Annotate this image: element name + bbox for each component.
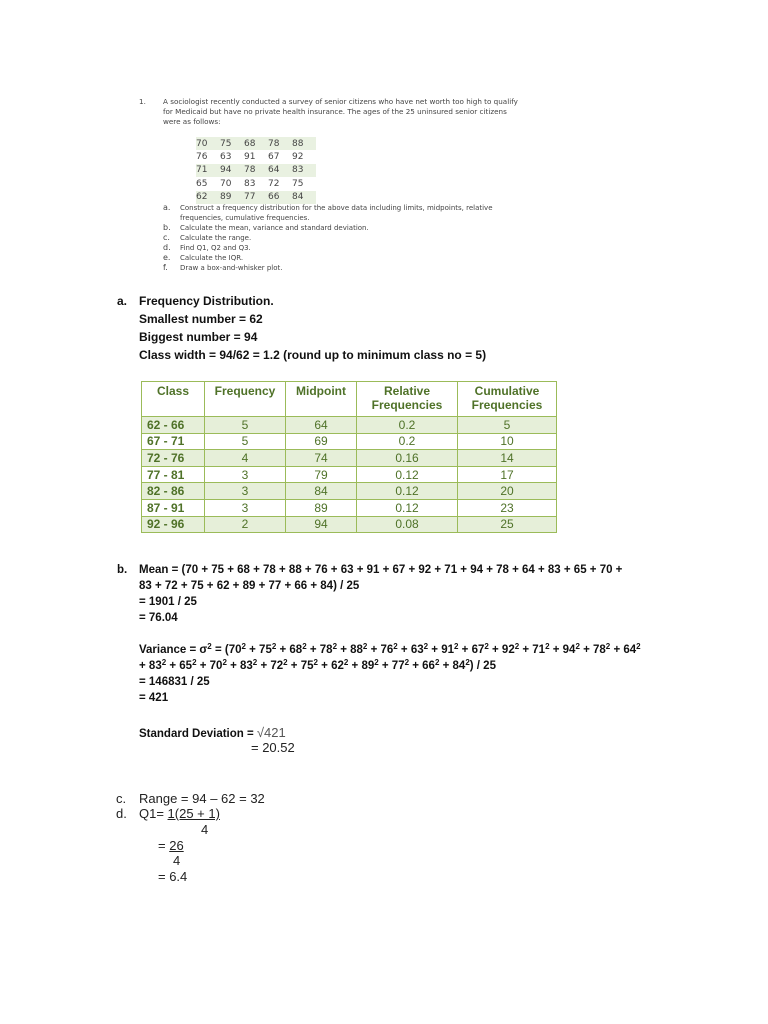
plus-sign: + — [257, 660, 271, 672]
variance-term: 70 — [228, 644, 242, 656]
age-cell: 70 — [220, 178, 232, 189]
task-text: Calculate the range. — [180, 234, 252, 242]
table-row — [142, 499, 557, 516]
age-cell: 84 — [292, 191, 316, 204]
superscript: 2 — [636, 642, 641, 651]
age-cell: 68 — [244, 137, 268, 150]
frequency-table-header — [142, 382, 557, 417]
table-row — [142, 483, 557, 500]
relative-frequency-cell: 0.12 — [357, 499, 458, 516]
variance-term: 76 — [380, 644, 394, 656]
header-text: Frequency — [214, 384, 276, 398]
variance-term: 75 — [259, 644, 272, 656]
frequency-cell: 3 — [205, 499, 286, 516]
variance-term: 72 — [270, 660, 284, 672]
variance-term: 92 — [501, 644, 515, 656]
age-cell: 66 — [268, 191, 292, 204]
age-cell: 92 — [292, 152, 304, 163]
task-text: Draw a box-and-whisker plot. — [180, 264, 283, 272]
task-list — [163, 203, 493, 273]
variance-term: 68 — [289, 644, 303, 656]
task-letter: d. — [163, 243, 171, 252]
frequency-cell: 2 — [205, 516, 286, 533]
frequency-cell: 5 — [205, 417, 286, 434]
task-text: Calculate the mean, variance and standard deviation. — [180, 224, 369, 232]
header-text: Midpoint — [296, 384, 346, 398]
q1-label: Q1= — [139, 806, 168, 821]
task-text: Calculate the IQR. — [180, 254, 244, 262]
header-frequency — [205, 382, 286, 417]
plus-sign: + — [245, 644, 260, 656]
plus-sign: + — [397, 644, 411, 656]
sd-value: √421 — [256, 725, 286, 740]
superscript: 2 — [465, 658, 470, 667]
problem-text-line: A sociologist recently conducted a survey of senior citizens who have net worth too high to qualify — [163, 97, 518, 106]
variance-term: 83 — [240, 660, 253, 672]
header-midpoint — [286, 382, 357, 417]
age-cell: 78 — [244, 164, 268, 177]
superscript: 2 — [161, 658, 167, 667]
task-item — [163, 243, 493, 253]
plus-sign: + — [610, 644, 624, 656]
superscript: 2 — [454, 642, 459, 651]
relative-frequency-cell: 0.08 — [357, 516, 458, 533]
superscript: 2 — [241, 642, 246, 651]
cumulative-frequency-cell: 5 — [458, 417, 557, 434]
midpoint-cell: 64 — [286, 417, 357, 434]
task-letter: f. — [163, 263, 168, 272]
cumulative-frequency-cell: 14 — [458, 450, 557, 467]
task-item — [163, 253, 493, 263]
class-cell: 87 - 91 — [142, 499, 205, 516]
age-cell: 91 — [244, 152, 256, 163]
class-cell: 77 - 81 — [142, 466, 205, 483]
superscript: 2 — [302, 642, 307, 651]
plus-sign: + — [287, 660, 301, 672]
mean-line: = 1901 / 25 — [139, 596, 197, 608]
age-cell: 62 — [196, 191, 220, 204]
task-letter: b. — [163, 223, 171, 232]
mean-line: 83 + 72 + 75 + 62 + 89 + 77 + 66 + 84) / 25 — [139, 580, 360, 592]
variance-line-2 — [139, 658, 641, 674]
variance-term: 91 — [441, 644, 454, 656]
superscript: 2 — [222, 658, 227, 667]
variance-terms — [229, 644, 641, 656]
biggest-number: Biggest number = 94 — [139, 330, 258, 344]
ages-row — [196, 164, 316, 177]
plus-sign: + — [367, 644, 381, 656]
mean-line: Mean = (70 + 75 + 68 + 78 + 88 + 76 + 63 + 91 + 67 + 92 + 71 + 94 + 78 + 64 + 83 + 65 + 70 + — [139, 564, 623, 576]
step2-denominator: 4 — [173, 853, 181, 868]
age-cell: 72 — [268, 178, 280, 189]
header-text: Class — [156, 384, 190, 398]
table-row — [142, 417, 557, 434]
q1-line — [139, 806, 220, 822]
superscript: 2 — [575, 642, 580, 651]
sd-result: = 20.52 — [251, 740, 295, 755]
header-class — [142, 382, 205, 417]
plus-sign: + — [139, 660, 149, 672]
relative-frequency-cell: 0.16 — [357, 450, 458, 467]
class-cell: 72 - 76 — [142, 450, 205, 467]
task-item — [163, 223, 493, 233]
table-row — [142, 466, 557, 483]
variance-tail: ) / 25 — [469, 660, 496, 672]
q1-result: = 6.4 — [158, 869, 188, 884]
header-text: Cumulative — [474, 384, 540, 398]
superscript: 2 — [404, 658, 410, 667]
mean-result: = 76.04 — [139, 612, 178, 624]
midpoint-cell: 79 — [286, 466, 357, 483]
age-cell: 78 — [268, 137, 292, 150]
superscript: 2 — [393, 642, 398, 651]
age-cell: 67 — [268, 152, 280, 163]
table-row — [142, 450, 557, 467]
part-b-letter: b. — [117, 564, 128, 576]
plus-sign: + — [276, 644, 290, 656]
header-relative-frequencies — [357, 382, 458, 417]
relative-frequency-cell: 0.2 — [357, 433, 458, 450]
cumulative-frequency-cell: 20 — [458, 483, 557, 500]
variance-term: 89 — [361, 660, 375, 672]
superscript: 2 — [332, 642, 338, 651]
age-cell: 75 — [220, 137, 244, 150]
class-cell: 67 - 71 — [142, 433, 205, 450]
midpoint-cell: 94 — [286, 516, 357, 533]
class-width: Class width = 94/62 = 1.2 (round up to minimum class no = 5) — [139, 348, 487, 362]
part-c-letter: c. — [116, 791, 127, 806]
cumulative-frequency-cell: 25 — [458, 516, 557, 533]
variance-line-3: = 146831 / 25 — [139, 676, 210, 688]
problem-text — [163, 97, 518, 127]
age-cell: 76 — [196, 152, 208, 163]
superscript: 2 — [343, 658, 349, 667]
midpoint-cell: 74 — [286, 450, 357, 467]
age-cell: 89 — [220, 191, 244, 204]
mean-block — [139, 562, 622, 626]
ages-row — [196, 177, 316, 190]
variance-terms — [139, 660, 470, 672]
variance-term: 88 — [350, 644, 363, 656]
frequency-cell: 4 — [205, 450, 286, 467]
variance-line-1 — [139, 642, 641, 658]
superscript: 2 — [434, 658, 440, 667]
variance-term: 78 — [593, 644, 606, 656]
age-cell: 71 — [196, 164, 220, 177]
task-letter: e. — [163, 253, 171, 262]
variance-term: 75 — [300, 660, 314, 672]
age-cell: 77 — [244, 191, 268, 204]
variance-term: 84 — [452, 660, 466, 672]
variance-term: 66 — [422, 660, 435, 672]
task-item — [163, 203, 493, 213]
relative-frequency-cell: 0.2 — [357, 417, 458, 434]
q1-step2 — [158, 838, 184, 854]
age-cell: 83 — [244, 178, 256, 189]
plus-sign: + — [196, 660, 210, 672]
frequency-cell: 5 — [205, 433, 286, 450]
plus-sign: + — [226, 660, 240, 672]
variance-term: 63 — [410, 644, 424, 656]
variance-term: 77 — [391, 660, 405, 672]
superscript: 2 — [313, 658, 318, 667]
variance-term: 78 — [319, 644, 333, 656]
header-text: Frequencies — [371, 398, 443, 412]
ages-row — [196, 150, 316, 163]
variance-term: 70 — [209, 660, 223, 672]
problem-text-line: for Medicaid but have no private health insurance. The ages of the 25 uninsured senior citizens — [163, 107, 507, 116]
ages-table — [196, 137, 316, 204]
variance-prefix: Variance = σ — [139, 644, 208, 656]
task-item-continued — [163, 213, 493, 223]
problem-text-line: were as follows: — [163, 117, 221, 126]
plus-sign: + — [458, 644, 472, 656]
age-cell: 88 — [292, 137, 316, 150]
plus-sign: + — [306, 644, 320, 656]
plus-sign: + — [317, 660, 332, 672]
midpoint-cell: 69 — [286, 433, 357, 450]
equals-sign: = ( — [211, 644, 229, 656]
cumulative-frequency-cell: 23 — [458, 499, 557, 516]
header-text: Frequencies — [471, 398, 543, 412]
variance-term: 71 — [532, 644, 546, 656]
ages-row — [196, 137, 316, 150]
part-a-letter: a. — [117, 294, 128, 308]
variance-term: 94 — [562, 644, 576, 656]
variance-term: 64 — [623, 644, 637, 656]
frequency-cell: 3 — [205, 466, 286, 483]
age-cell: 94 — [220, 164, 244, 177]
midpoint-cell: 84 — [286, 483, 357, 500]
class-cell: 62 - 66 — [142, 417, 205, 434]
task-text: Construct a frequency distribution for the above data including limits, midpoints, relative — [180, 204, 493, 212]
relative-frequency-cell: 0.12 — [357, 466, 458, 483]
frequency-cell: 3 — [205, 483, 286, 500]
table-row — [142, 433, 557, 450]
task-letter: a. — [163, 203, 171, 212]
cumulative-frequency-cell: 17 — [458, 466, 557, 483]
plus-sign: + — [428, 644, 442, 656]
ages-row — [196, 191, 316, 204]
superscript: 2 — [423, 642, 429, 651]
age-cell: 65 — [196, 178, 208, 189]
task-item — [163, 263, 493, 273]
class-cell: 82 - 86 — [142, 483, 205, 500]
task-item — [163, 233, 493, 243]
q1-numerator: 1(25 + 1) — [167, 806, 220, 821]
plus-sign: + — [488, 644, 502, 656]
age-cell: 83 — [292, 164, 316, 177]
age-cell: 70 — [196, 137, 220, 150]
age-cell: 75 — [292, 178, 304, 189]
q1-denominator: 4 — [201, 822, 209, 837]
relative-frequency-cell: 0.12 — [357, 483, 458, 500]
plus-sign: + — [579, 644, 593, 656]
superscript: 2 — [362, 642, 368, 651]
step2-numerator: 26 — [169, 838, 184, 853]
plus-sign: + — [378, 660, 392, 672]
superscript: 2 — [484, 642, 489, 651]
plus-sign: + — [348, 660, 362, 672]
age-cell: 63 — [220, 152, 232, 163]
plus-sign: + — [337, 644, 351, 656]
sd-label: Standard Deviation = — [139, 728, 257, 740]
superscript: 2 — [545, 642, 550, 651]
superscript: 2 — [192, 658, 197, 667]
header-text: Relative — [383, 384, 431, 398]
step2-equals: = — [158, 838, 170, 853]
part-a-heading: Frequency Distribution. — [139, 294, 274, 308]
table-row — [142, 516, 557, 533]
header-cumulative-frequencies — [458, 382, 557, 417]
superscript: 2 — [271, 642, 277, 651]
frequency-table — [141, 381, 557, 533]
superscript: 2 — [605, 642, 611, 651]
plus-sign: + — [166, 660, 180, 672]
plus-sign: + — [519, 644, 533, 656]
plus-sign: + — [439, 660, 453, 672]
superscript: 2 — [374, 658, 379, 667]
variance-term: 62 — [331, 660, 344, 672]
variance-term: 83 — [148, 660, 162, 672]
age-cell: 64 — [268, 164, 292, 177]
superscript: 2 — [252, 658, 258, 667]
superscript: 2 — [207, 642, 212, 651]
class-cell: 92 - 96 — [142, 516, 205, 533]
superscript: 2 — [514, 642, 520, 651]
task-letter: c. — [163, 233, 170, 242]
midpoint-cell: 89 — [286, 499, 357, 516]
problem-number: 1. — [139, 97, 146, 106]
variance-block — [139, 642, 641, 706]
part-d-letter: d. — [116, 806, 127, 821]
range-text: Range = 94 – 62 = 32 — [139, 791, 265, 806]
task-text: frequencies, cumulative frequencies. — [180, 214, 310, 222]
plus-sign: + — [409, 660, 423, 672]
smallest-number: Smallest number = 62 — [139, 312, 263, 326]
part-a-block — [139, 292, 486, 364]
task-text: Find Q1, Q2 and Q3. — [180, 244, 251, 252]
variance-term: 67 — [471, 644, 485, 656]
plus-sign: + — [549, 644, 563, 656]
superscript: 2 — [283, 658, 288, 667]
variance-term: 65 — [179, 660, 193, 672]
cumulative-frequency-cell: 10 — [458, 433, 557, 450]
variance-result: = 421 — [139, 692, 169, 704]
